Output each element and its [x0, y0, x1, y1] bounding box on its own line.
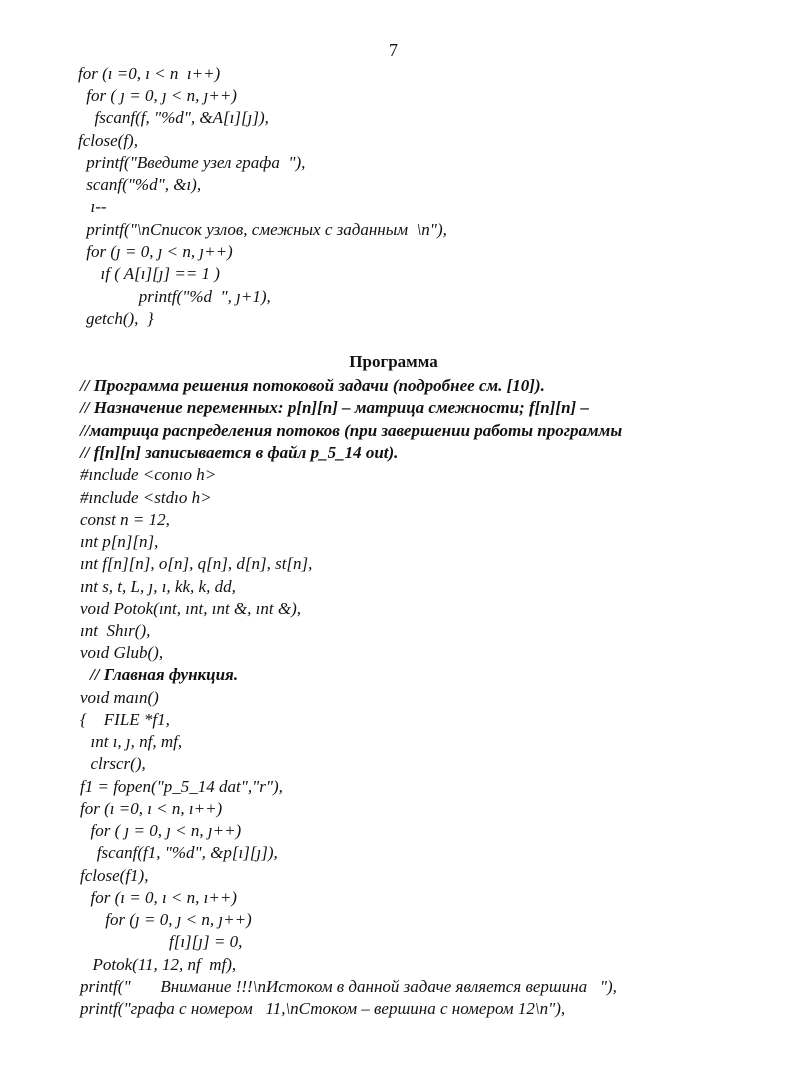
code-line: ınt s, t, L, ȷ, ı, kk, k, dd, [80, 577, 236, 596]
page-number: 7 [389, 40, 398, 60]
comment-line: // Назначение переменных: p[n][n] – матрица смежности; f[n][n] – [80, 398, 589, 417]
code-line: voıd maın() [80, 688, 159, 707]
code-line: fclose(f1), [80, 866, 149, 885]
section-title: Программа [349, 352, 438, 371]
code-line: printf("%d ", ȷ+1), [92, 287, 271, 306]
code-line: voıd Potok(ınt, ınt, ınt &, ınt &), [80, 599, 301, 618]
code-line: ınt Shır(), [80, 621, 151, 640]
comment-line: // Программа решения потоковой задачи (подробнее см. [10]). [80, 376, 545, 395]
code-line: ınt p[n][n], [80, 532, 159, 551]
comment-line: // f[n][n] записывается в файл p_5_14 out). [80, 443, 399, 462]
code-line: printf(" Внимание !!!\nИстоком в данной задаче является вершина "), [80, 977, 617, 996]
code-line: printf("графа с номером 11,\nСтоком – вершина с номером 12\n"), [80, 999, 566, 1018]
code-line: #ınclude <conıo h> [80, 465, 217, 484]
code-line: printf("\nСписок узлов, смежных с заданным \n"), [82, 220, 447, 239]
code-line: #ınclude <stdıo h> [80, 488, 212, 507]
code-line: for ( ȷ = 0, ȷ < n, ȷ++) [82, 821, 242, 840]
code-line: ıf ( A[ı][ȷ] == 1 ) [92, 264, 220, 283]
code-line: scanf("%d", &ı), [82, 175, 202, 194]
code-line: ınt ı, ȷ, nf, mf, [82, 732, 183, 751]
code-line: ı-- [82, 197, 107, 216]
comment-line: // Главная функция. [90, 665, 239, 684]
code-line: clrscr(), [82, 754, 146, 773]
code-line: for ( ȷ = 0, ȷ < n, ȷ++) [82, 86, 237, 105]
code-line: Potok(11, 12, nf mf), [84, 955, 237, 974]
code-line: fclose(f), [78, 131, 138, 150]
comment-line: //матрица распределения потоков (при завершении работы программы [80, 421, 623, 440]
code-line: f[ı][ȷ] = 0, [84, 932, 243, 951]
code-line: for (ı =0, ı < n ı++) [78, 64, 221, 83]
code-line: printf("Введите узел графа "), [82, 153, 306, 172]
code-line: for (ȷ = 0, ȷ < n, ȷ++) [82, 242, 233, 261]
code-line: voıd Glub(), [80, 643, 164, 662]
code-line: fscanf(f, "%d", &A[ı][ȷ]), [86, 108, 269, 127]
code-line: f1 = fopen("p_5_14 dat","r"), [80, 777, 283, 796]
code-line: const n = 12, [80, 510, 170, 529]
code-line: ınt f[n][n], o[n], q[n], d[n], st[n], [80, 554, 313, 573]
code-line: fscanf(f1, "%d", &p[ı][ȷ]), [84, 843, 278, 862]
code-line: for (ı =0, ı < n, ı++) [80, 799, 223, 818]
code-line: for (ı = 0, ı < n, ı++) [82, 888, 237, 907]
code-line: for (ȷ = 0, ȷ < n, ȷ++) [84, 910, 252, 929]
code-line: getch(), } [86, 309, 154, 328]
code-line: { FILE *f1, [80, 710, 170, 729]
